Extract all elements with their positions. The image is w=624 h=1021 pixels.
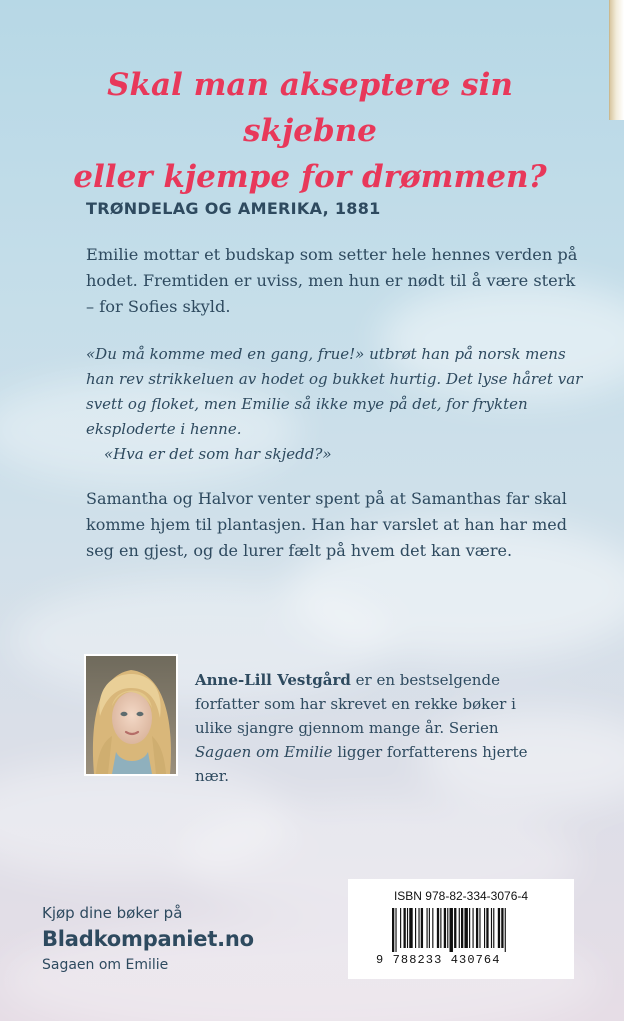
barcode-bar: [461, 908, 463, 948]
author-bio: [195, 668, 555, 788]
tagline: [70, 62, 550, 200]
barcode-bar: [450, 908, 453, 952]
buy-line: Kjøp dine bøker på: [42, 904, 183, 922]
barcode-bar: [498, 908, 500, 948]
series-title: Sagaen om Emilie: [195, 743, 333, 761]
series-name: Sagaen om Emilie: [42, 957, 169, 973]
barcode-bar: [437, 908, 439, 948]
purchase-info: [42, 904, 254, 973]
barcode-bar: [464, 908, 467, 948]
author-bio-part-1: er en bestselgende forfatter som har skrevet en rekke bøker i ulike sjangre gjennom mange år. Serien: [195, 671, 516, 737]
barcode-digits: 9 788233 430764: [376, 953, 501, 967]
author-portrait-illustration: [86, 656, 176, 774]
setting-heading: TRØNDELAG OG AMERIKA, 1881: [86, 199, 381, 218]
barcode-bar: [421, 908, 423, 948]
excerpt-reply: «Hva er det som har skjedd?»: [104, 445, 332, 463]
barcode-bar: [418, 908, 419, 948]
blurb-paragraph-2: Samantha og Halvor venter spent på at Samanthas far skal komme hjem til plantasjen. Han har varslet at han har med seg en gjest, og de lurer fælt på hvem det kan være.: [86, 489, 568, 560]
barcode-bar: [404, 908, 406, 948]
barcode-bar: [429, 908, 430, 948]
excerpt-main: «Du må komme med en gang, frue!» utbrøt han på norsk mens han rev strikkeluen av hodet og bukket hurtig. Det lyse håret var svett og floket, men Emilie så ikke mye på det, for frykten eksploderte i henne.: [86, 345, 583, 438]
barcode-bars: [392, 908, 542, 952]
barcode-bar: [454, 908, 456, 948]
barcode-bar: [505, 908, 506, 952]
barcode-bar: [484, 908, 485, 948]
book-spine-edge: [609, 0, 624, 120]
author-bio-part-2: ligger forfatterens hjerte nær.: [195, 743, 528, 785]
publisher-website: Bladkompaniet.no: [42, 927, 254, 951]
excerpt-quote: [86, 342, 586, 467]
barcode-bar: [486, 908, 488, 948]
barcode-bar: [501, 908, 503, 948]
tagline-line-1: Skal man akseptere sin skjebne: [107, 67, 513, 149]
author-name: Anne-Lill Vestgård: [195, 671, 351, 689]
barcode-bar: [440, 908, 441, 948]
barcode-bar: [447, 908, 448, 948]
barcode-bar: [491, 908, 492, 948]
barcode-bar: [479, 908, 480, 948]
barcode-bar: [493, 908, 494, 948]
barcode-bar: [459, 908, 460, 948]
barcode-bar: [392, 908, 394, 952]
barcode-bar: [415, 908, 416, 948]
barcode-bar: [469, 908, 470, 948]
tagline-line-2: eller kjempe for drømmen?: [73, 159, 547, 195]
barcode-bar: [444, 908, 446, 948]
barcode-bar: [407, 908, 408, 948]
isbn-label: ISBN 978-82-334-3076-4: [393, 889, 529, 903]
barcode-bar: [427, 908, 428, 948]
blurb-paragraph-1: Emilie mottar et budskap som setter hele hennes verden på hodet. Fremtiden er uviss, men hun er nødt til å være sterk – for Sofies skyld.: [86, 245, 578, 316]
barcode-bar: [409, 908, 412, 948]
barcode-bar: [400, 908, 401, 948]
barcode-bar: [476, 908, 478, 948]
barcode-bar: [432, 908, 433, 948]
isbn-barcode: [348, 879, 574, 979]
barcode-bar: [473, 908, 474, 948]
barcode-bar: [395, 908, 396, 952]
author-photo: [84, 654, 178, 776]
